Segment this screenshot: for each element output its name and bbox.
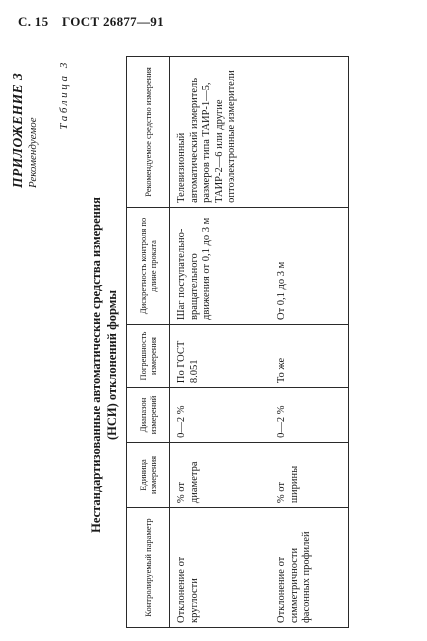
col-header-step: Дискретность контроля по длине проката (127, 207, 170, 324)
cell-step: Шаг поступательно-вращательного движения от 0,1 до 3 м (170, 207, 271, 324)
page-header (18, 14, 164, 30)
cell-parameter: Отклонение от симметричности фасонных профилей (270, 508, 349, 628)
table-title-line1: Нестандартизованные автоматические средства измерения (89, 197, 103, 533)
rotated-sheet (6, 50, 426, 640)
cell-range: 0—2 % (270, 388, 349, 443)
appendix-subtitle: Рекомендуемое (27, 117, 39, 188)
appendix-title: ПРИЛОЖЕНИЕ 3 (10, 72, 25, 188)
appendix-block (10, 58, 39, 188)
table-header-row (127, 57, 170, 628)
page-number: С. 15 (18, 14, 49, 29)
table-row (170, 57, 271, 628)
cell-range: 0—2 % (170, 388, 271, 443)
col-header-unit: Единица измерения (127, 442, 170, 507)
table-row (270, 57, 349, 628)
cell-error: По ГОСТ 8.051 (170, 324, 271, 387)
col-header-range: Диапазон измерений (127, 388, 170, 443)
cell-step: От 0,1 до 3 м (270, 207, 349, 324)
cell-parameter: Отклонение от круглости (170, 508, 271, 628)
cell-error: То же (270, 324, 349, 387)
cell-instrument: Телевизионный автоматический измеритель размеров типа ТАИР-1—5, ТАИР-2—6 или другие оптоэлектронные измерители (170, 57, 271, 208)
cell-unit: % от ширины (270, 442, 349, 507)
standard-code: ГОСТ 26877—91 (61, 14, 164, 29)
col-header-instrument: Рекомендуемое средство измерения (127, 57, 170, 208)
col-header-parameter: Контролируемый параметр (127, 508, 170, 628)
table-title (88, 150, 120, 580)
table-label: Таблица 3 (58, 60, 70, 130)
cell-instrument (270, 57, 349, 208)
table-title-line2: (НСИ) отклонений формы (105, 289, 119, 441)
measurement-table (126, 56, 349, 628)
cell-unit: % от диаметра (170, 442, 271, 507)
col-header-error: Погрешность измерения (127, 324, 170, 387)
